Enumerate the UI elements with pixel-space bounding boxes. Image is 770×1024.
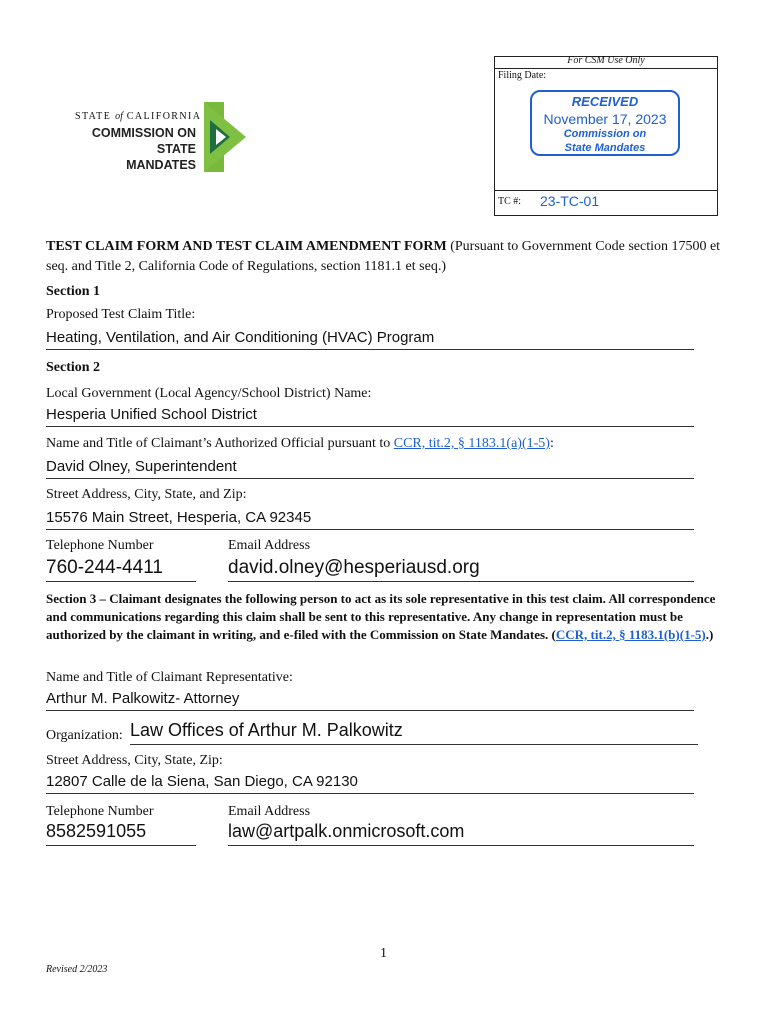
- address-field[interactable]: 15576 Main Street, Hesperia, CA 92345: [46, 509, 694, 530]
- revised-date: Revised 2/2023: [46, 964, 108, 975]
- gov-name-field[interactable]: Hesperia Unified School District: [46, 406, 694, 427]
- ccr-link-official[interactable]: CCR, tit.2, § 1183.1(a)(1-5): [393, 436, 550, 451]
- address-label: Street Address, City, State, and Zip:: [46, 487, 247, 502]
- section3-text: Section 3 – Claimant designates the following person to act as its sole representative in this test claim. All correspondence and communications regarding this claim shall be sent to this representative. Any change in representation must be authorized by the claimant in writing, and e-filed with the Commission on State Mandates. (CCR, tit.2, § 1183.1(b)(1-5).): [46, 591, 716, 642]
- rep-field[interactable]: Arthur M. Palkowitz- Attorney: [46, 690, 694, 711]
- logo-line1: COMMISSION ON STATE: [91, 126, 196, 156]
- phone-field[interactable]: 760-244-4411: [46, 557, 196, 582]
- phone-label: Telephone Number: [46, 538, 154, 553]
- official-label: Name and Title of Claimant’s Authorized Official pursuant to CCR, tit.2, § 1183.1(a)(1-5):: [46, 436, 554, 451]
- email-label: Email Address: [228, 538, 311, 553]
- tc-divider: [494, 190, 718, 191]
- filing-date-label: Filing Date:: [498, 70, 547, 81]
- tc-number: 23-TC-01: [540, 193, 600, 209]
- page-number: 1: [380, 946, 387, 961]
- form-title: TEST CLAIM FORM AND TEST CLAIM AMENDMENT FORM (Pursuant to Government Code section 17500 et seq. and Title 2, California Code of Regulations, section 1181.1 et seq.): [46, 239, 721, 274]
- csm-divider: [494, 68, 718, 69]
- email-field[interactable]: david.olney@hesperiausd.org: [228, 557, 694, 582]
- official-field[interactable]: David Olney, Superintendent: [46, 458, 694, 479]
- rep-label: Name and Title of Claimant Representative:: [46, 670, 293, 685]
- section1-heading: Section 1: [46, 284, 101, 299]
- rep-phone-label: Telephone Number: [46, 804, 154, 819]
- ccr-link-rep[interactable]: CCR, tit.2, § 1183.1(b)(1-5): [555, 627, 706, 642]
- received-stamp: [530, 90, 680, 156]
- gov-name-label: Local Government (Local Agency/School District) Name:: [46, 386, 372, 401]
- rep-address-label: Street Address, City, State, Zip:: [46, 753, 223, 768]
- stamp-line3: Commission on: [563, 128, 647, 140]
- stamp-date: November 17, 2023: [543, 111, 667, 127]
- test-claim-title-field[interactable]: Heating, Ventilation, and Air Conditioning (HVAC) Program: [46, 329, 694, 350]
- org-label: Organization:: [46, 728, 123, 743]
- rep-email-label: Email Address: [228, 804, 311, 819]
- rep-email-field[interactable]: law@artpalk.onmicrosoft.com: [228, 821, 694, 846]
- rep-address-field[interactable]: 12807 Calle de la Siena, San Diego, CA 92130: [46, 773, 694, 794]
- org-field[interactable]: Law Offices of Arthur M. Palkowitz: [130, 720, 698, 745]
- section2-heading: Section 2: [46, 360, 101, 375]
- stamp-received: RECEIVED: [571, 94, 639, 109]
- rep-phone-field[interactable]: 8582591055: [46, 821, 196, 846]
- title-label: Proposed Test Claim Title:: [46, 307, 196, 322]
- csm-heading: For CSM Use Only: [567, 55, 645, 66]
- stamp-line4: State Mandates: [564, 142, 646, 154]
- tc-label: TC #:: [498, 196, 522, 207]
- commission-logo-icon: [204, 102, 246, 172]
- logo-state-text: STATE of CALIFORNIA: [75, 111, 202, 122]
- logo-wordmark: [54, 125, 196, 173]
- logo-line2: MANDATES: [126, 158, 196, 172]
